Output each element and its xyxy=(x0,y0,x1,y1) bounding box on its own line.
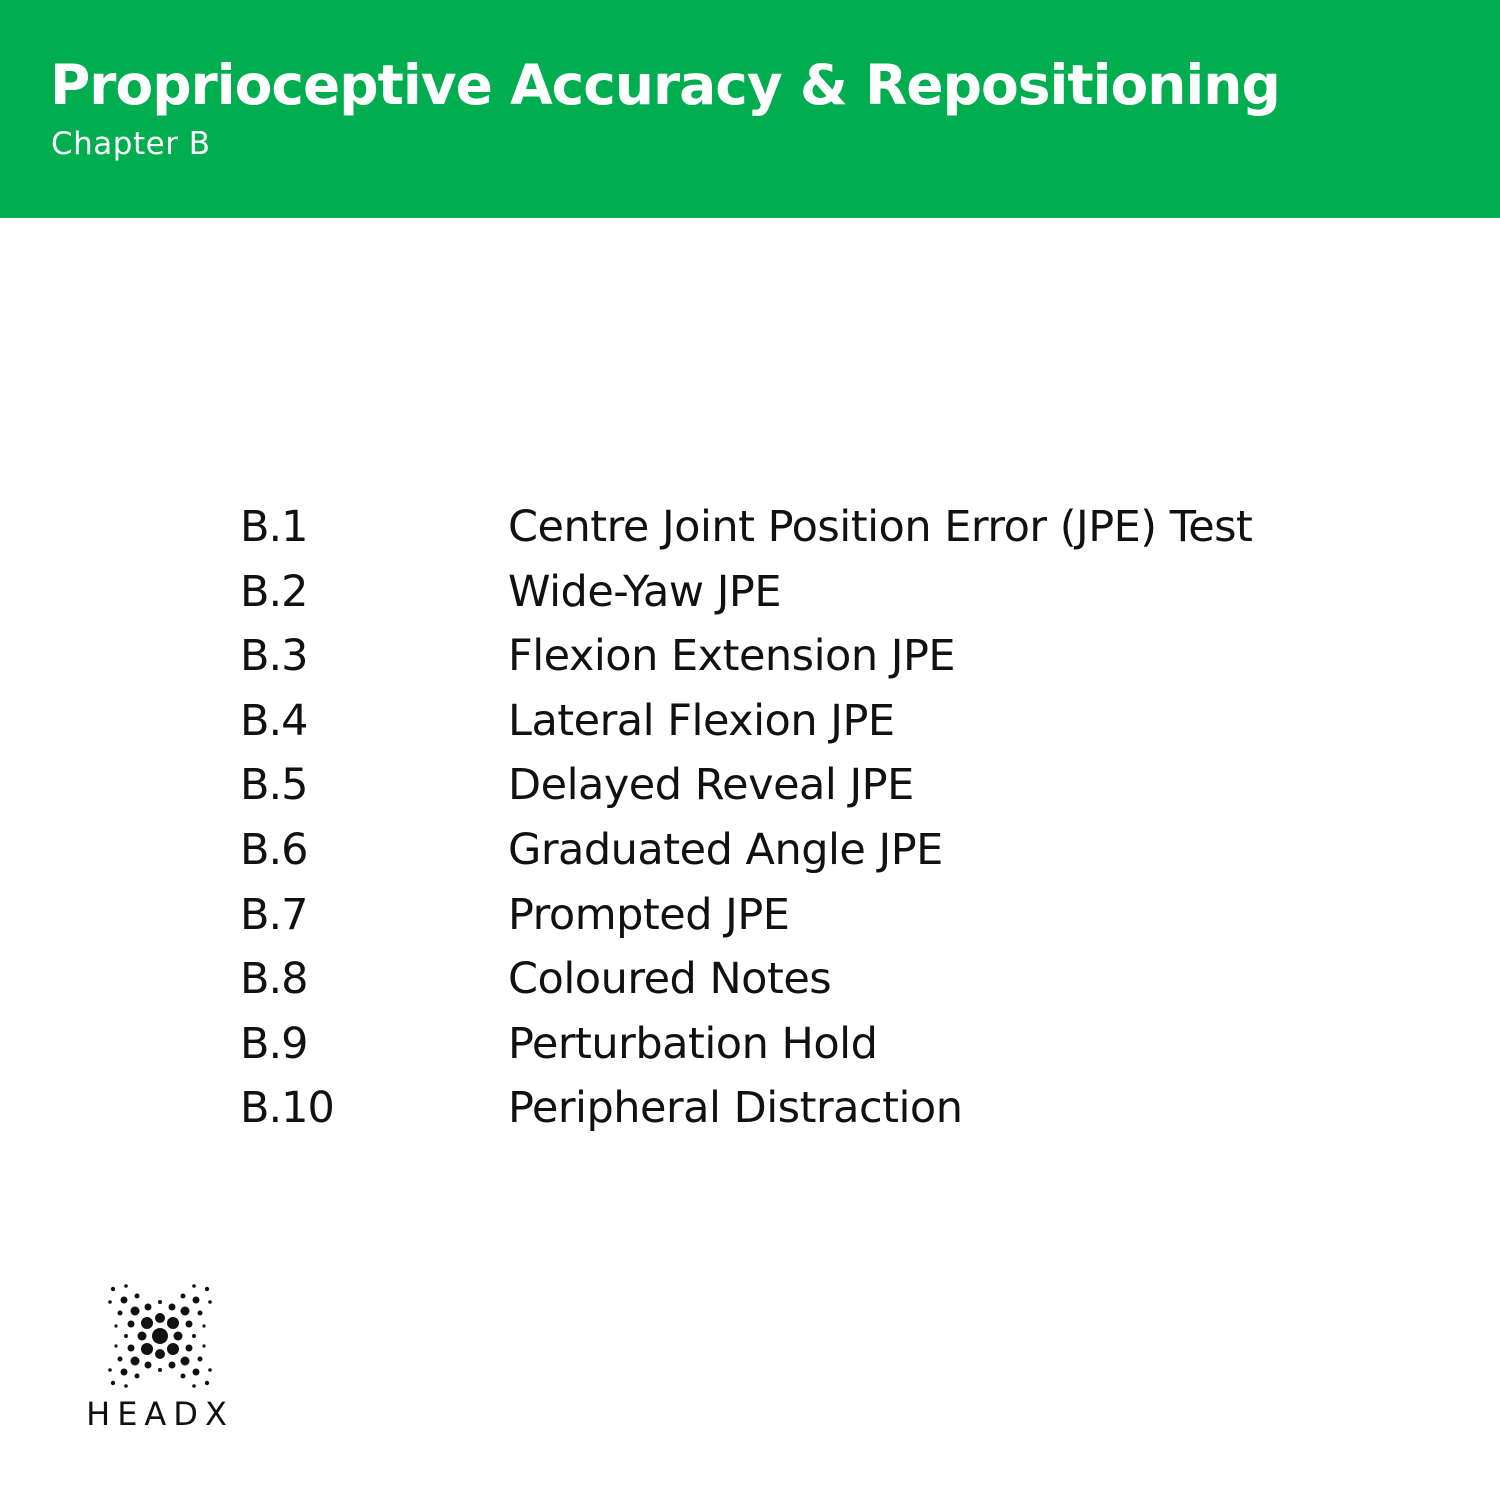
toc-row-b10[interactable] xyxy=(240,1076,1390,1141)
toc-title: Peripheral Distraction xyxy=(508,1083,963,1134)
page-title: Proprioceptive Accuracy & Repositioning xyxy=(50,53,1280,117)
toc-title: Perturbation Hold xyxy=(508,1018,878,1069)
toc-number: B.9 xyxy=(240,1018,308,1069)
toc-number: B.7 xyxy=(240,889,308,940)
toc-title: Graduated Angle JPE xyxy=(508,824,943,875)
dotted-x-logo-icon xyxy=(104,1280,216,1392)
toc-number: B.1 xyxy=(240,502,308,552)
toc-title: Centre Joint Position Error (JPE) Test xyxy=(508,502,1253,552)
toc-row-b5[interactable] xyxy=(240,753,1390,818)
toc-title: Lateral Flexion JPE xyxy=(508,695,895,746)
headx-logo xyxy=(86,1280,234,1440)
chapter-subtitle: Chapter B xyxy=(51,126,211,162)
toc-row-b6[interactable] xyxy=(240,818,1390,883)
toc-number: B.8 xyxy=(240,954,308,1005)
toc-row-b9[interactable] xyxy=(240,1012,1390,1077)
header-band xyxy=(0,0,1500,218)
toc-number: B.4 xyxy=(240,695,308,746)
toc-number: B.3 xyxy=(240,631,308,682)
toc-title: Flexion Extension JPE xyxy=(508,631,956,682)
toc-title: Wide-Yaw JPE xyxy=(508,566,781,617)
toc-row-b4[interactable] xyxy=(240,689,1390,754)
toc-title: Prompted JPE xyxy=(508,889,790,940)
toc-row-b7[interactable] xyxy=(240,883,1390,948)
toc-number: B.2 xyxy=(240,566,308,617)
toc-row-b1[interactable] xyxy=(240,495,1390,560)
toc-number: B.6 xyxy=(240,824,308,875)
toc-row-b2[interactable] xyxy=(240,560,1390,625)
logo-wordmark: HEADX xyxy=(86,1395,234,1433)
toc-row-b8[interactable] xyxy=(240,947,1390,1012)
table-of-contents xyxy=(240,495,1390,1141)
toc-row-b3[interactable] xyxy=(240,624,1390,689)
toc-title: Delayed Reveal JPE xyxy=(508,760,914,811)
toc-title: Coloured Notes xyxy=(508,954,832,1005)
toc-number: B.10 xyxy=(240,1083,334,1134)
toc-number: B.5 xyxy=(240,760,308,811)
